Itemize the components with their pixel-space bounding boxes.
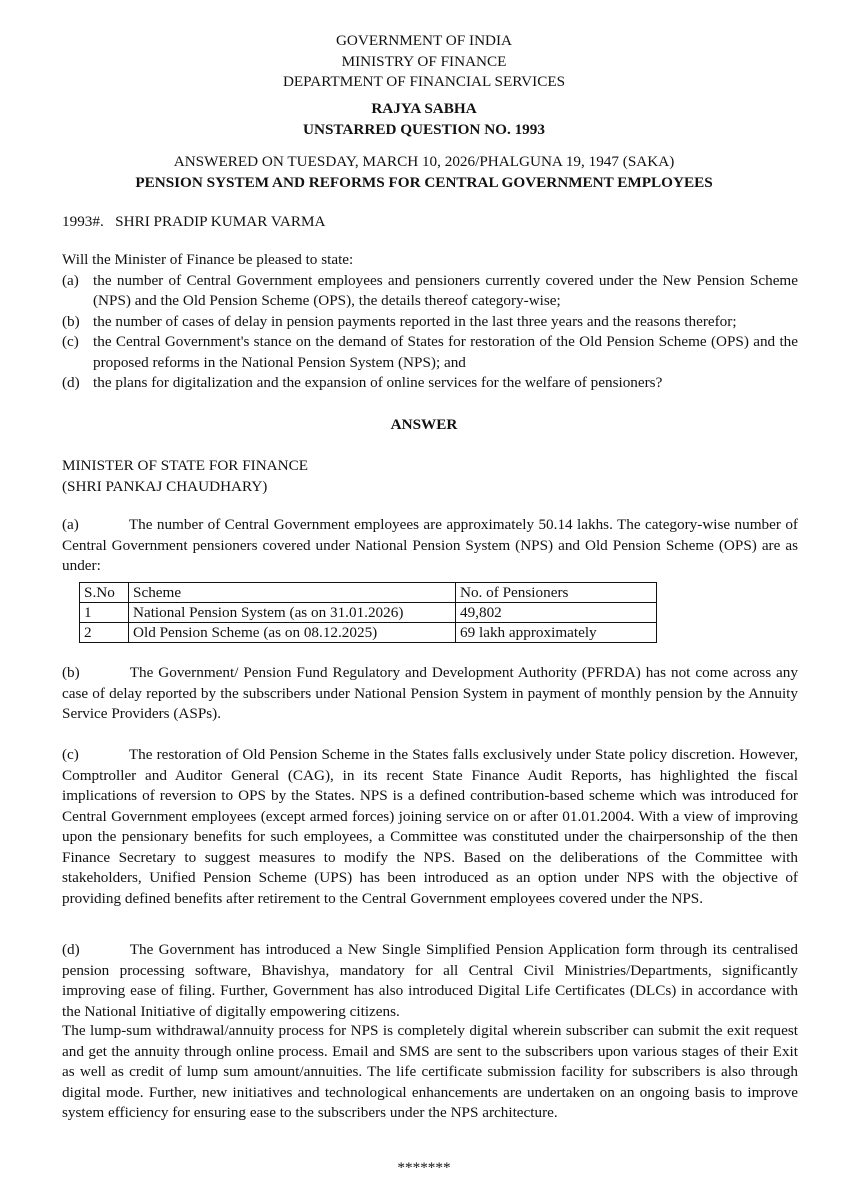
table-header-cell: Scheme (129, 583, 456, 603)
minister-name: (SHRI PANKAJ CHAUDHARY) (62, 477, 268, 495)
answer-part-a (62, 515, 798, 577)
ministry-line: MINISTRY OF FINANCE (341, 52, 507, 70)
question-item-text: the plans for digitalization and the expansion of online services for the welfare of pensioners? (93, 374, 663, 391)
question-item (62, 312, 798, 333)
answer-part-d-continued: The lump-sum withdrawal/annuity process for NPS is completely digital wherein subscriber can submit the exit request and get the annuity through online process. Email and SMS are sent to the subscribers upon various stages of their Exit as well as credit of lump sum amount/annuities. The life certificate submission facility for subscribers is also through digital mode. Further, new initiatives and technological enhancements are undertaken on an ongoing basis to improve system efficiency for ensuring ease to the subscribers under the NPS architecture. (62, 1022, 798, 1121)
table-row (80, 603, 657, 623)
question-item-text: the Central Government's stance on the demand of States for restoration of the Old Pension Scheme (OPS) and the proposed reforms in the National Pension System (NPS); and (93, 333, 798, 371)
header-block (0, 31, 848, 93)
table-header-cell: No. of Pensioners (456, 583, 657, 603)
minister-title: MINISTER OF STATE FOR FINANCE (62, 457, 309, 474)
question-item-label: (a) (62, 271, 79, 289)
table-cell: 1 (80, 603, 129, 623)
pensioners-table (79, 582, 657, 643)
table-cell: 2 (80, 623, 129, 643)
answer-part-c (62, 745, 798, 909)
question-item-label: (c) (62, 333, 79, 350)
table-row (80, 623, 657, 643)
house-name: RAJYA SABHA (371, 100, 477, 117)
table-header-row (80, 583, 657, 603)
question-item-label: (b) (62, 312, 80, 330)
answer-text: The restoration of Old Pension Scheme in the States falls exclusively under State policy discretion. However, Comptroller and Auditor General (CAG), in its recent State Finance Audit Reports, has highlighted the fiscal implications of reversion to OPS by the States. NPS is a defined contribution-based scheme which was introduced for Central Government employees (except armed forces) joining service on or after 01.01.2004. With a view of improving upon the pensionary benefits for such employees, a Committee was constituted under the chairpersonship of the then Finance Secretary to suggest measures to modify the NPS. Based on the deliberations of the Committee with stakeholders, Unified Pension Scheme (UPS) has been introduced as an option under NPS with the objective of providing defined benefits after retirement to the Central Government employees covered under the NPS. (62, 746, 798, 907)
question-intro: Will the Minister of Finance be pleased to state: (62, 251, 354, 268)
question-item-text: the number of Central Government employees and pensioners currently covered under the New Pension Scheme (NPS) and the Old Pension Scheme (OPS), the details thereof category-wise; (93, 271, 798, 309)
answer-label: (c) (62, 746, 79, 763)
house-block (0, 99, 848, 140)
answer-text: The Government/ Pension Fund Regulatory and Development Authority (PFRDA) has not come across any case of delay reported by the subscribers under National Pension System in payment of monthly pension by the Annuity Service Providers (ASPs). (62, 664, 798, 722)
question-item (62, 332, 798, 373)
question-item-label: (d) (62, 374, 80, 391)
table-header-cell: S.No (80, 583, 129, 603)
answer-label: (d) (62, 941, 80, 958)
question-block (62, 250, 798, 394)
question-item (62, 271, 798, 312)
answer-part-d (62, 940, 798, 1022)
department-line: DEPARTMENT OF FINANCIAL SERVICES (282, 73, 566, 90)
table-cell: Old Pension Scheme (as on 08.12.2025) (129, 623, 456, 643)
answer-date-block (0, 152, 848, 193)
question-number: UNSTARRED QUESTION NO. 1993 (303, 120, 545, 138)
table-cell: 69 lakh approximately (456, 623, 657, 643)
subject-title: PENSION SYSTEM AND REFORMS FOR CENTRAL GOVERNMENT EMPLOYEES (135, 173, 713, 191)
answer-heading: ANSWER (390, 416, 458, 433)
table-cell: National Pension System (as on 31.01.2026) (129, 603, 456, 623)
question-item-text: the number of cases of delay in pension payments reported in the last three years and the reasons therefor; (93, 312, 737, 330)
answer-label: (b) (62, 664, 80, 681)
answer-label: (a) (62, 516, 79, 533)
answer-part-b (62, 663, 798, 725)
govt-line: GOVERNMENT OF INDIA (335, 32, 513, 49)
table-cell: 49,802 (456, 603, 657, 623)
answer-text: The number of Central Government employees are approximately 50.14 lakhs. The category-wise number of Central Government pensioners covered under National Pension System (NPS) and Old Pension Scheme (OPS) are as under: (62, 516, 798, 574)
asker-line: 1993#. SHRI PRADIP KUMAR VARMA (62, 213, 326, 230)
answer-text: The Government has introduced a New Single Simplified Pension Application form through its centralised pension processing software, Bhavishya, mandatory for all Central Civil Ministries/Departments, significantly improving ease of filing. Further, Government has also introduced Digital Life Certificates (DLCs) in accordance with the National Initiative of digitally empowering citizens. (62, 941, 798, 1020)
question-item (62, 373, 798, 394)
minister-block (62, 456, 798, 497)
answered-on: ANSWERED ON TUESDAY, MARCH 10, 2026/PHALGUNA 19, 1947 (SAKA) (173, 153, 675, 170)
end-mark: ******* (397, 1159, 451, 1176)
